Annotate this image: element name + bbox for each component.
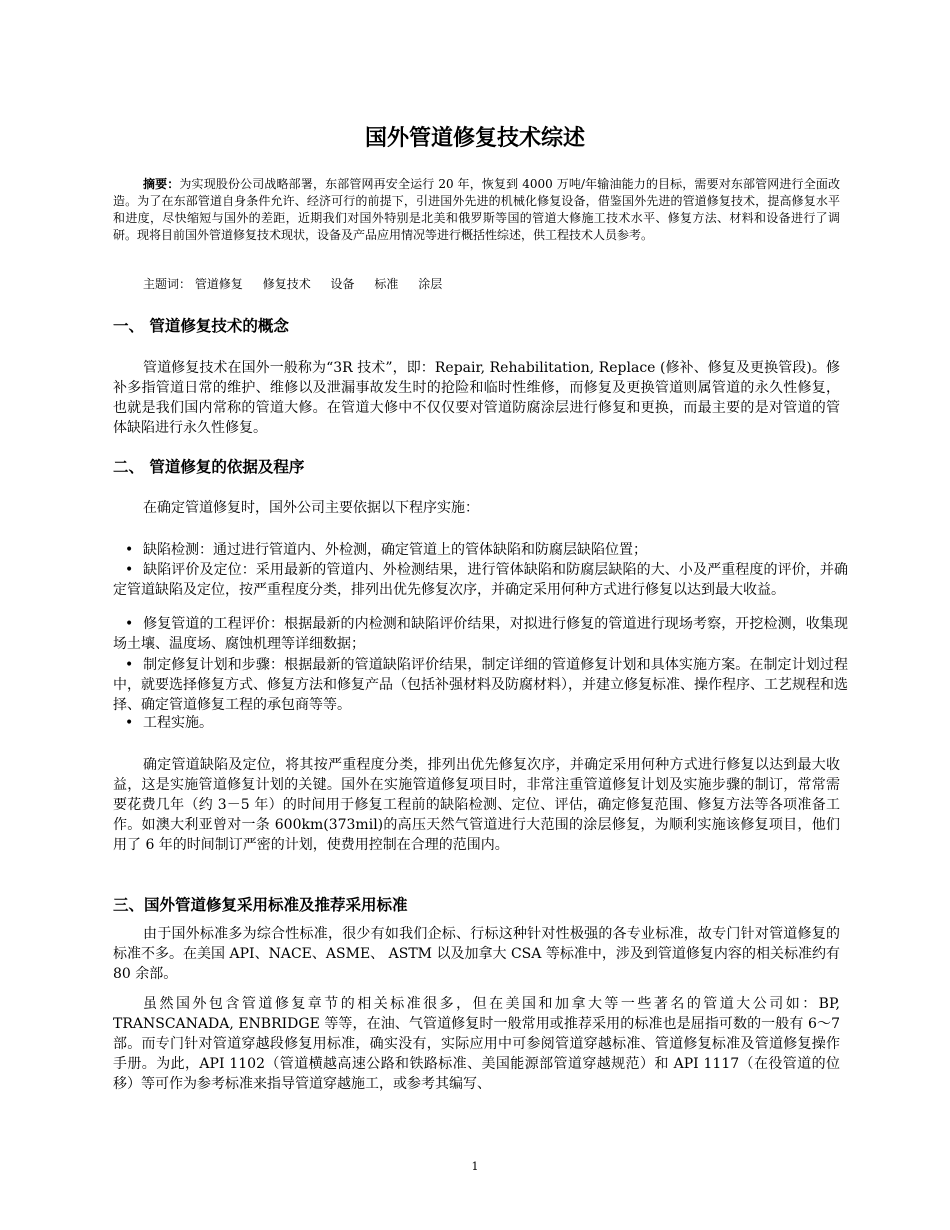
keyword: 设备 xyxy=(330,277,355,291)
section-3-paragraph-2: 虽然国外包含管道修复章节的相关标准很多，但在美国和加拿大等一些著名的管道大公司如：BP, TRANSCANADA, ENBRIDGE 等等，在油、气管道修复时一般常用或推荐采用的标准也是屈指可数的一般有 6～7 部。而专门针对管道穿越段修复用标准，确实没有，实际应用中可参阅管道穿越标准、管道修复标准及管道修复操作手册。为此，API 1102（管道横越高速公路和铁路标准、美国能源部管道穿越规范）和 API 1117（在役管道的位移）等可作为参考标准来指导管道穿越施工，或参考其编写、 xyxy=(113,996,840,1092)
section-heading-3: 三、国外管道修复采用标准及推荐采用标准 xyxy=(113,896,408,914)
bullet-marker: • xyxy=(125,542,134,558)
keyword: 修复技术 xyxy=(262,277,311,291)
list-item-text: 制定修复计划和步骤：根据最新的管道缺陷评价结果，制定详细的管道修复计划和具体实施方案。在制定计划过程中，就要选择修复方式、修复方法和修复产品（包括补强材料及防腐材料），并建立修复标准、操作程序、工艺规程和选择、确定管道修复工程的承包商等等。 xyxy=(113,657,848,713)
section-heading-2: 二、 管道修复的依据及程序 xyxy=(113,458,305,476)
page-number: 1 xyxy=(471,1160,479,1173)
list-item-text: 工程实施。 xyxy=(143,715,213,731)
list-item-text: 缺陷检测：通过进行管道内、外检测，确定管道上的管体缺陷和防腐层缺陷位置； xyxy=(143,542,647,558)
section-1-paragraph: 管道修复技术在国外一般称为“3R 技术”，即：Repair, Rehabilitation, Replace (修补、修复及更换管段)。修补多指管道日常的维护、维修以及泄漏事故发生时的抢险和临时性维修，而修复及更换管道则属管道的永久性修复，也就是我们国内常称的管道大修。在管道大修中不仅仅要对管道防腐涂层进行修复和更换，而最主要的是对管道的管体缺陷进行永久性修复。 xyxy=(113,360,840,436)
keywords xyxy=(143,276,458,293)
list-item xyxy=(113,540,848,560)
keyword: 标准 xyxy=(374,277,399,291)
section-3-paragraph-1: 由于国外标准多为综合性标准，很少有如我们企标、行标这种针对性极强的各专业标准，故专门针对管道修复的标准不多。在美国 API、NACE、ASME、 ASTM 以及加拿大 CSA 等标准中，涉及到管道修复内容的相关标准约有 80 余部。 xyxy=(113,926,840,982)
list-item-text: 缺陷评价及定位：采用最新的管道内、外检测结果，进行管体缺陷和防腐层缺陷的大、小及严重程度的评价，并确定管道缺陷及定位，按严重程度分类，排列出优先修复次序，并确定采用何种方式进行修复以达到最大收益。 xyxy=(113,562,848,598)
bullet-marker: • xyxy=(125,616,134,632)
list-item xyxy=(113,560,848,600)
list-item-text: 修复管道的工程评价：根据最新的内检测和缺陷评价结果，对拟进行修复的管道进行现场考察，开挖检测，收集现场土壤、温度场、腐蚀机理等详细数据； xyxy=(113,616,848,652)
list-item xyxy=(113,655,848,715)
keyword: 管道修复 xyxy=(194,277,243,291)
keyword: 涂层 xyxy=(418,277,443,291)
bullet-marker: • xyxy=(125,657,134,673)
section-2-paragraph: 确定管道缺陷及定位，将其按严重程度分类，排列出优先修复次序，并确定采用何种方式进行修复以达到最大收益，这是实施管道修复计划的关键。国外在实施管道修复项目时，非常注重管道修复计划及实施步骤的制订，常常需要花费几年（约 3－5 年）的时间用于修复工程前的缺陷检测、定位、评估，确定修复范围、修复方法等各项准备工作。如澳大利亚曾对一条 600km(373mil)的高压天然气管道进行大范围的涂层修复，为顺利实施该修复项目，他们用了 6 年的时间制订严密的计划，使费用控制在合理的范围内。 xyxy=(113,757,840,853)
section-2-intro: 在确定管道修复时，国外公司主要依据以下程序实施： xyxy=(143,500,479,516)
keywords-label: 主题词： xyxy=(143,277,192,291)
abstract xyxy=(113,176,840,244)
abstract-text: 为实现股份公司战略部署，东部管网再安全运行 20 年，恢复到 4000 万吨/年输油能力的目标，需要对东部管网进行全面改造。为了在东部管道自身条件允许、经济可行的前提下，引进国外先进的机械化修复设备，借鉴国外先进的管道修复技术，提高修复水平和进度，尽快缩短与国外的差距，近期我们对国外特别是北美和俄罗斯等国的管道大修施工技术水平、修复方法、材料和设备进行了调研。现将目前国外管道修复技术现状，设备及产品应用情况等进行概括性综述，供工程技术人员参考。 xyxy=(113,177,840,242)
list-item xyxy=(113,614,848,654)
abstract-label: 摘要： xyxy=(143,177,180,191)
document-title: 国外管道修复技术综述 xyxy=(364,126,585,151)
section-heading-1: 一、 管道修复技术的概念 xyxy=(113,317,289,335)
list-item xyxy=(113,713,848,733)
bullet-marker: • xyxy=(125,715,134,731)
bullet-marker: • xyxy=(125,562,134,578)
